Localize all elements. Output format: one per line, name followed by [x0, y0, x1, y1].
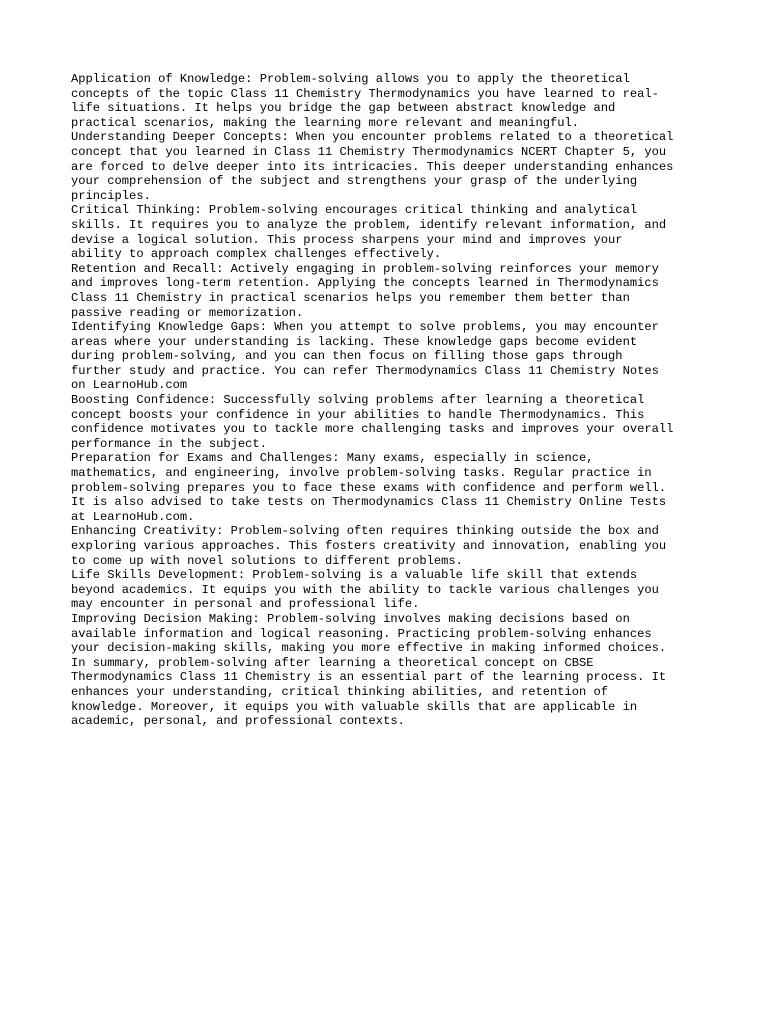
paragraph-understanding-deeper-concepts: Understanding Deeper Concepts: When you encounter problems related to a theoretical concept that you learned in Class 11 Chemistry Thermodynamics NCERT Chapter 5, you are forced to delve deeper into its intricacies. This deeper understanding enhances your comprehension of the subject and strengthens your grasp of the underlying principles.: [71, 130, 674, 203]
paragraph-identifying-knowledge-gaps: Identifying Knowledge Gaps: When you attempt to solve problems, you may encounter areas where your understanding is lacking. These knowledge gaps become evident during problem-solving, and you can then focus on filling those gaps through further study and practice. You can refer Thermodynamics Class 11 Chemistry Notes on LearnoHub.com: [71, 320, 659, 393]
paragraph-retention-and-recall: Retention and Recall: Actively engaging in problem-solving reinforces your memory and improves long-term retention. Applying the concepts learned in Thermodynamics Class 11 Chemistry in practical scenarios helps you remember them better than passive reading or memorization.: [71, 261, 659, 320]
paragraph-enhancing-creativity: Enhancing Creativity: Problem-solving often requires thinking outside the box and exploring various approaches. This fosters creativity and innovation, enabling you to come up with novel solutions to different problems.: [71, 524, 667, 568]
paragraph-life-skills-development: Life Skills Development: Problem-solving is a valuable life skill that extends beyond academics. It equips you with the ability to tackle various challenges you may encounter in personal and professional life.: [71, 568, 659, 612]
paragraph-application-of-knowledge: Application of Knowledge: Problem-solving allows you to apply the theoretical concepts of the topic Class 11 Chemistry Thermodynamics you have learned to real- life situations. It helps you bridge the gap between abstract knowledge and practical scenarios, making the learning more relevant and meaningful.: [71, 72, 659, 130]
paragraph-preparation-for-exams: Preparation for Exams and Challenges: Many exams, especially in science, mathematics, and engineering, involve problem-solving tasks. Regular practice in problem-solving prepares you to face these exams with confidence and perform well. It is also advised to take tests on Thermodynamics Class 11 Chemistry Online Tests at LearnoHub.com.: [71, 451, 667, 524]
paragraph-improving-decision-making: Improving Decision Making: Problem-solving involves making decisions based on available information and logical reasoning. Practicing problem-solving enhances your decision-making skills, making you more effective in making informed choices.: [71, 611, 667, 656]
document-body: [71, 72, 711, 729]
paragraph-summary: In summary, problem-solving after learning a theoretical concept on CBSE Thermodynamics Class 11 Chemistry is an essential part of the learning process. It enhances your understanding, critical thinking abilities, and retention of knowledge. Moreover, it equips you with valuable skills that are applicable in academic, personal, and professional contexts.: [71, 655, 667, 729]
paragraph-boosting-confidence: Boosting Confidence: Successfully solving problems after learning a theoretical concept boosts your confidence in your abilities to handle Thermodynamics. This confidence motivates you to tackle more challenging tasks and improves your overall performance in the subject.: [71, 393, 674, 451]
paragraph-critical-thinking: Critical Thinking: Problem-solving encourages critical thinking and analytical skills. It requires you to analyze the problem, identify relevant information, and devise a logical solution. This process sharpens your mind and improves your ability to approach complex challenges effectively.: [71, 203, 667, 262]
